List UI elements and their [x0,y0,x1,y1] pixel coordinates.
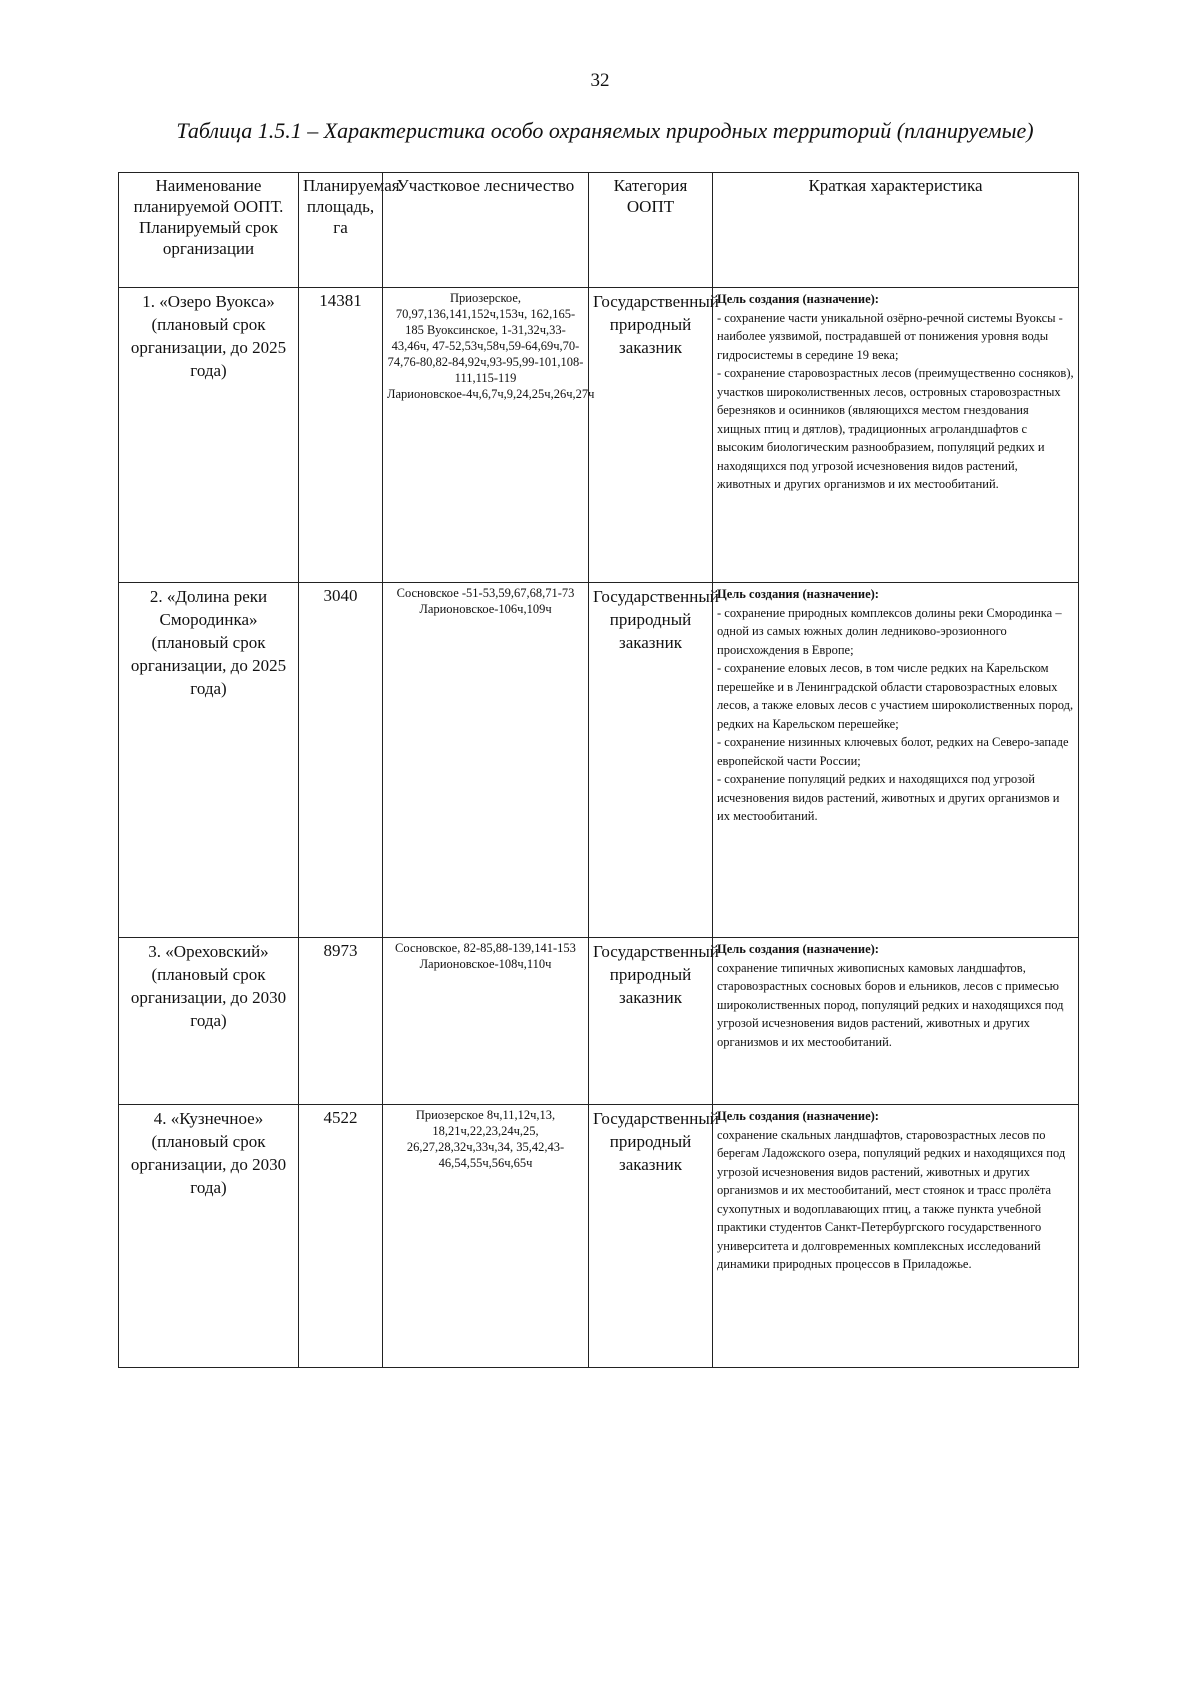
cell-description [713,288,1079,583]
cell-category: Государственный природный заказник [589,288,713,583]
cell-area: 14381 [299,288,383,583]
header-forestry: Участковое лесничество [383,173,589,288]
table-row [119,583,1079,938]
description-heading: Цель создания (назначение): [717,292,879,306]
cell-description [713,583,1079,938]
header-area: Планируемая площадь, га [299,173,383,288]
description-text: сохранение скальных ландшафтов, старовозрастных лесов по берегам Ладожского озера, популяций редких и находящихся под угрозой исчезновения видов растений, животных и других организмов и их местообитаний, мест стоянок и трасс пролёта сухопутных и водоплавающих птиц, а также пункта учебной практики студентов Санкт-Петербургского государственного университета и долговременных комплексных исследований динамики природных процессов в Приладожье. [717,1127,1066,1271]
cell-forestry: Сосновское, 82-85,88-139,141-153 Ларионовское-108ч,110ч [383,938,589,1105]
table-row [119,1105,1079,1368]
header-description: Краткая характеристика [713,173,1079,288]
cell-name: 3. «Ореховский» (плановый срок организации, до 2030 года) [119,938,299,1105]
protected-areas-table [118,172,1079,1368]
cell-area: 3040 [299,583,383,938]
description-text: - сохранение природных комплексов долины реки Смородинка – одной из самых южных долин ледниково-эрозионного происхождения в Европе; - сохранение еловых лесов, в том числе редких на Карельском перешейке и в Ленинградской области старовозрастных еловых лесов, а также еловых лесов с участием широколиственных пород, редких на Карельском перешейке; - сохранение низинных ключевых болот, редких на Северо-западе европейской части России; - сохранение популяций редких и находящихся под угрозой исчезновения видов растений, животных и других организмов и их местообитаний. [717,605,1074,823]
page-number: 32 [590,70,610,91]
table-caption: Таблица 1.5.1 – Характеристика особо охраняемых природных территорий (планируемые) [176,118,1034,143]
cell-description [713,938,1079,1105]
table-row [119,288,1079,583]
cell-description [713,1105,1079,1368]
cell-forestry: Приозерское 8ч,11,12ч,13, 18,21ч,22,23,24ч,25, 26,27,28,32ч,33ч,34, 35,42,43-46,54,55ч,56ч,65ч [383,1105,589,1368]
description-text: сохранение типичных живописных камовых ландшафтов, старовозрастных сосновых боров и ельников, лесов с примесью широколиственных пород, популяций редких и находящихся под угрозой исчезновения видов растений, животных и других организмов и их местообитаний. [717,960,1064,1049]
description-text: - сохранение части уникальной озёрно-речной системы Вуоксы - наиболее уязвимой, пострадавшей от понижения уровня воды гидросистемы в середине 19 века; - сохранение старовозрастных лесов (преимущественно сосняков), участков широколиственных лесов, островных старовозрастных березняков и осинников (являющихся местом гнездования хищных птиц и дятлов), традиционных агроландшафтов с высоким биологическим разнообразием, популяций редких и находящихся под угрозой исчезновения видов растений, животных и других организмов и их местообитаний. [717,310,1074,491]
cell-area: 4522 [299,1105,383,1368]
cell-category: Государственный природный заказник [589,1105,713,1368]
header-category: Категория ООПТ [589,173,713,288]
cell-category: Государственный природный заказник [589,938,713,1105]
cell-name: 4. «Кузнечное» (плановый срок организации, до 2030 года) [119,1105,299,1368]
cell-category: Государственный природный заказник [589,583,713,938]
description-heading: Цель создания (назначение): [717,587,879,601]
cell-forestry: Сосновское -51-53,59,67,68,71-73 Ларионовское-106ч,109ч [383,583,589,938]
cell-name: 2. «Долина реки Смородинка» (плановый срок организации, до 2025 года) [119,583,299,938]
description-heading: Цель создания (назначение): [717,942,879,956]
table-row [119,938,1079,1105]
description-heading: Цель создания (назначение): [717,1109,879,1123]
header-name: Наименование планируемой ООПТ. Планируемый срок организации [119,173,299,288]
cell-area: 8973 [299,938,383,1105]
cell-forestry: Приозерское, 70,97,136,141,152ч,153ч, 162,165-185 Вуоксинское, 1-31,32ч,33-43,46ч, 47-52,53ч,58ч,59-64,69ч,70-74,76-80,82-84,92ч,93-95,99-101,108-111,115-119 Ларионовское-4ч,6,7ч,9,24,25ч,26ч,27ч [383,288,589,583]
table-header-row [119,173,1079,288]
cell-name: 1. «Озеро Вуокса» (плановый срок организации, до 2025 года) [119,288,299,583]
